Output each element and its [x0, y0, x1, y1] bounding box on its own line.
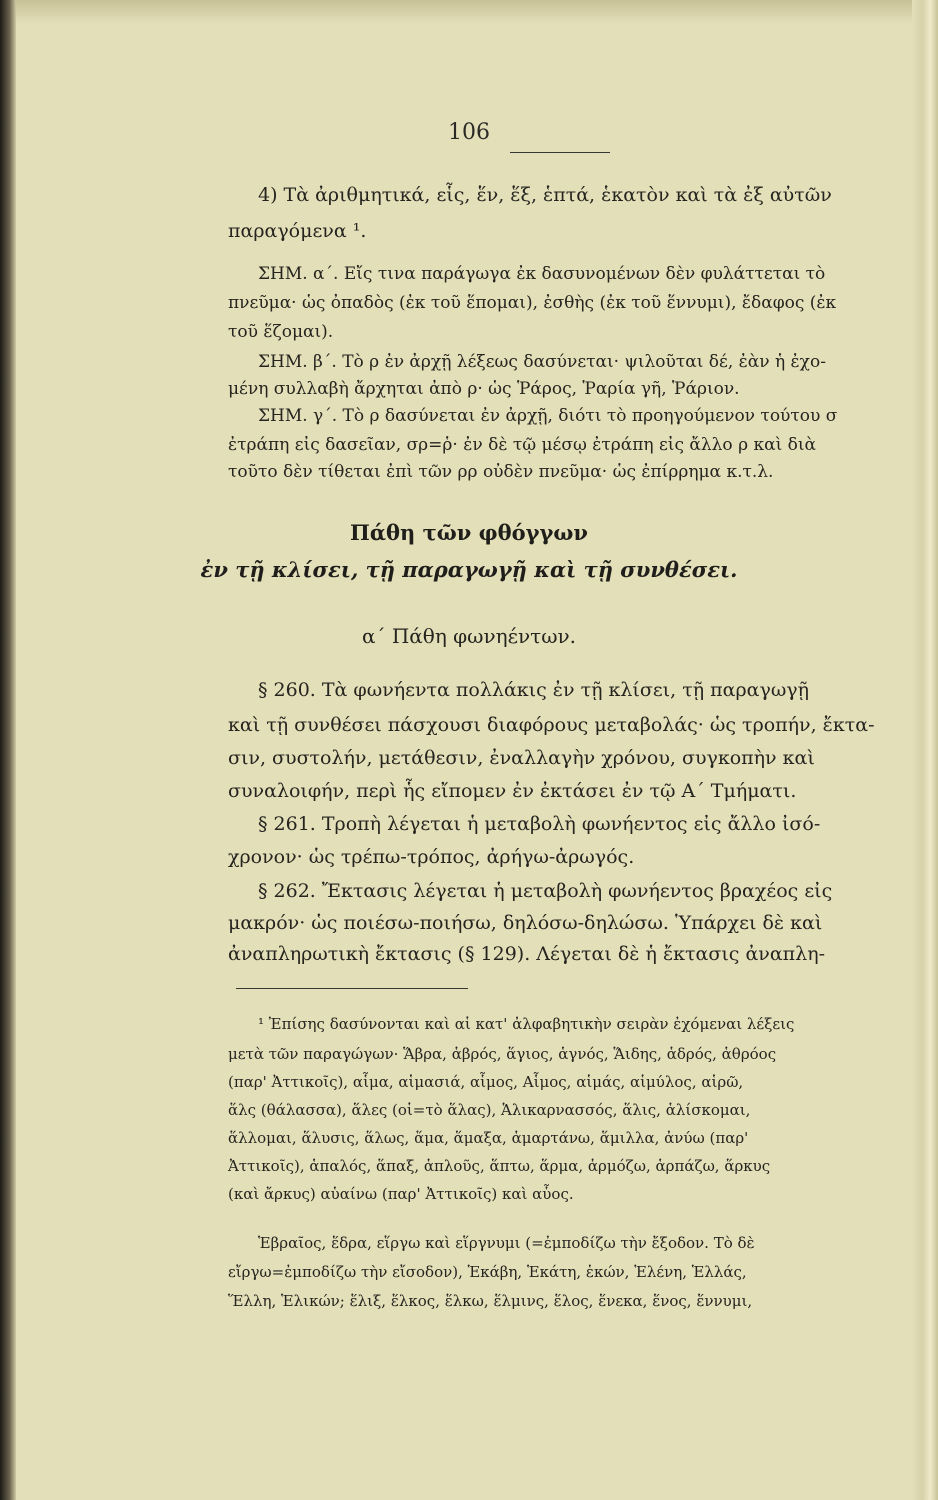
text-line: τοῦτο δὲν τίθεται ἐπὶ τῶν ρρ οὐδὲν πνεῦμα· ὡς ἐπίρρημα κ.τ.λ. [228, 462, 774, 482]
paragraph-line: συναλοιφήν, περὶ ἧς εἴπομεν ἐν ἐκτάσει ἐν τῷ Α΄ Τμήματι. [228, 780, 797, 802]
text-line: ἐτράπη εἰς δασεῖαν, σρ=ῥ· ἐν δὲ τῷ μέσῳ ἐτράπη εἰς ἄλλο ρ καὶ διὰ [228, 435, 817, 455]
section-title-second-line: ἐν τῇ κλίσει, τῇ παραγωγῇ καὶ τῇ συνθέσει. [200, 557, 738, 582]
footnote-line: (καὶ ἄρκυς) αὑαίνω (παρ' Ἀττικοῖς) καὶ αὗος. [228, 1185, 574, 1203]
footnote-line: Ἀττικοῖς), ἁπαλός, ἅπαξ, ἁπλοῦς, ἅπτω, ἅρμα, ἁρμόζω, ἁρπάζω, ἅρκυς [228, 1157, 771, 1175]
text-line: παραγόμενα ¹. [228, 220, 367, 242]
footnote-line: Ἕλλη, Ἑλικών; ἕλιξ, ἕλκος, ἕλκω, ἕλμινς, ἕλος, ἕνεκα, ἕνος, ἕννυμι, [228, 1292, 753, 1310]
footnote-line: (παρ' Ἀττικοῖς), αἷμα, αἱμασιά, αἷμος, Αἷμος, αἱμάς, αἱμύλος, αἱρῶ, [228, 1073, 744, 1091]
page-edge [912, 0, 938, 1500]
text-line: μένη συλλαβὴ ἄρχηται ἀπὸ ρ· ὡς Ῥάρος, Ῥαρία γῆ, Ῥάριον. [228, 379, 740, 399]
footnote-line: ἅλλομαι, ἅλυσις, ἅλως, ἅμα, ἅμαξα, ἁμαρτάνω, ἅμιλλα, ἀνύω (παρ' [228, 1129, 749, 1147]
footnote-line: ἅλς (θάλασσα), ἅλες (οἱ=τὸ ἅλας), Ἁλικαρνασσός, ἅλις, ἁλίσκομαι, [228, 1101, 751, 1119]
footnote-line: εἴργω=ἐμποδίζω τὴν εἴσοδον), Ἑκάβη, Ἑκάτη, ἑκών, Ἑλένη, Ἑλλάς, [228, 1263, 747, 1281]
footnote-line: Ἑβραῖος, ἕδρα, εἵργω καὶ εἵργνυμι (=ἐμποδίζω τὴν ἔξοδον. Τὸ δὲ [258, 1234, 755, 1252]
subsection-title: α΄ Πάθη φωνηέντων. [361, 624, 577, 648]
footnote-line: ¹ Ἐπίσης δασύνονται καὶ αἱ κατ' ἀλφαβητικὴν σειρὰν ἐχόμεναι λέξεις [258, 1015, 795, 1033]
paragraph-line: καὶ τῇ συνθέσει πάσχουσι διαφόρους μεταβολάς· ὡς τροπήν, ἔκτα- [228, 714, 875, 736]
text-line: τοῦ ἕζομαι). [228, 322, 334, 342]
text-line: ΣΗΜ. β΄. Τὸ ρ ἐν ἀρχῇ λέξεως δασύνεται· ψιλοῦται δέ, ἐὰν ἡ ἐχο- [258, 352, 826, 372]
text-line: 4) Τὰ ἀριθμητικά, εἷς, ἕν, ἕξ, ἑπτά, ἑκατὸν καὶ τὰ ἐξ αὐτῶν [258, 184, 832, 206]
page-number: 106 [448, 120, 490, 145]
paragraph-line: ἀναπληρωτικὴ ἔκτασις (§ 129). Λέγεται δὲ ἡ ἔκτασις ἀναπλη- [228, 943, 826, 965]
text-line: ΣΗΜ. γ΄. Τὸ ρ δασύνεται ἐν ἀρχῇ, διότι τὸ προηγούμενον τούτου σ [258, 406, 838, 426]
footnote-rule [236, 988, 468, 989]
paragraph-line: § 261. Τροπὴ λέγεται ἡ μεταβολὴ φωνήεντος εἰς ἄλλο ἰσό- [258, 813, 821, 835]
paragraph-line: § 262. Ἔκτασις λέγεται ἡ μεταβολὴ φωνήεντος βραχέος εἰς [258, 880, 833, 902]
page-number-rule [510, 152, 610, 153]
paragraph-line: μακρόν· ὡς ποιέσω-ποιήσω, δηλόσω-δηλώσω. Ὑπάρχει δὲ καὶ [228, 912, 823, 934]
paragraph-line: χρονον· ὡς τρέπω-τρόπος, ἀρήγω-ἀρωγός. [228, 846, 635, 868]
paragraph-line: σιν, συστολήν, μετάθεσιν, ἐναλλαγὴν χρόνου, συγκοπὴν καὶ [228, 747, 815, 769]
top-shadow [0, 0, 938, 24]
paragraph-line: § 260. Τὰ φωνήεντα πολλάκις ἐν τῇ κλίσει, τῇ παραγωγῇ [258, 679, 810, 701]
text-line: ΣΗΜ. α΄. Εἴς τινα παράγωγα ἐκ δασυνομένων δὲν φυλάττεται τὸ [258, 264, 826, 284]
binding-edge [0, 0, 16, 1500]
footnote-line: μετὰ τῶν παραγώγων· Ἅβρα, ἁβρός, ἅγιος, ἁγνός, Ἅιδης, ἁδρός, ἁθρόος [228, 1045, 777, 1063]
text-line: πνεῦμα· ὡς ὀπαδὸς (ἐκ τοῦ ἕπομαι), ἐσθὴς (ἐκ τοῦ ἕννυμι), ἔδαφος (ἐκ [228, 293, 837, 313]
section-title: Πάθη τῶν φθόγγων [350, 520, 588, 545]
